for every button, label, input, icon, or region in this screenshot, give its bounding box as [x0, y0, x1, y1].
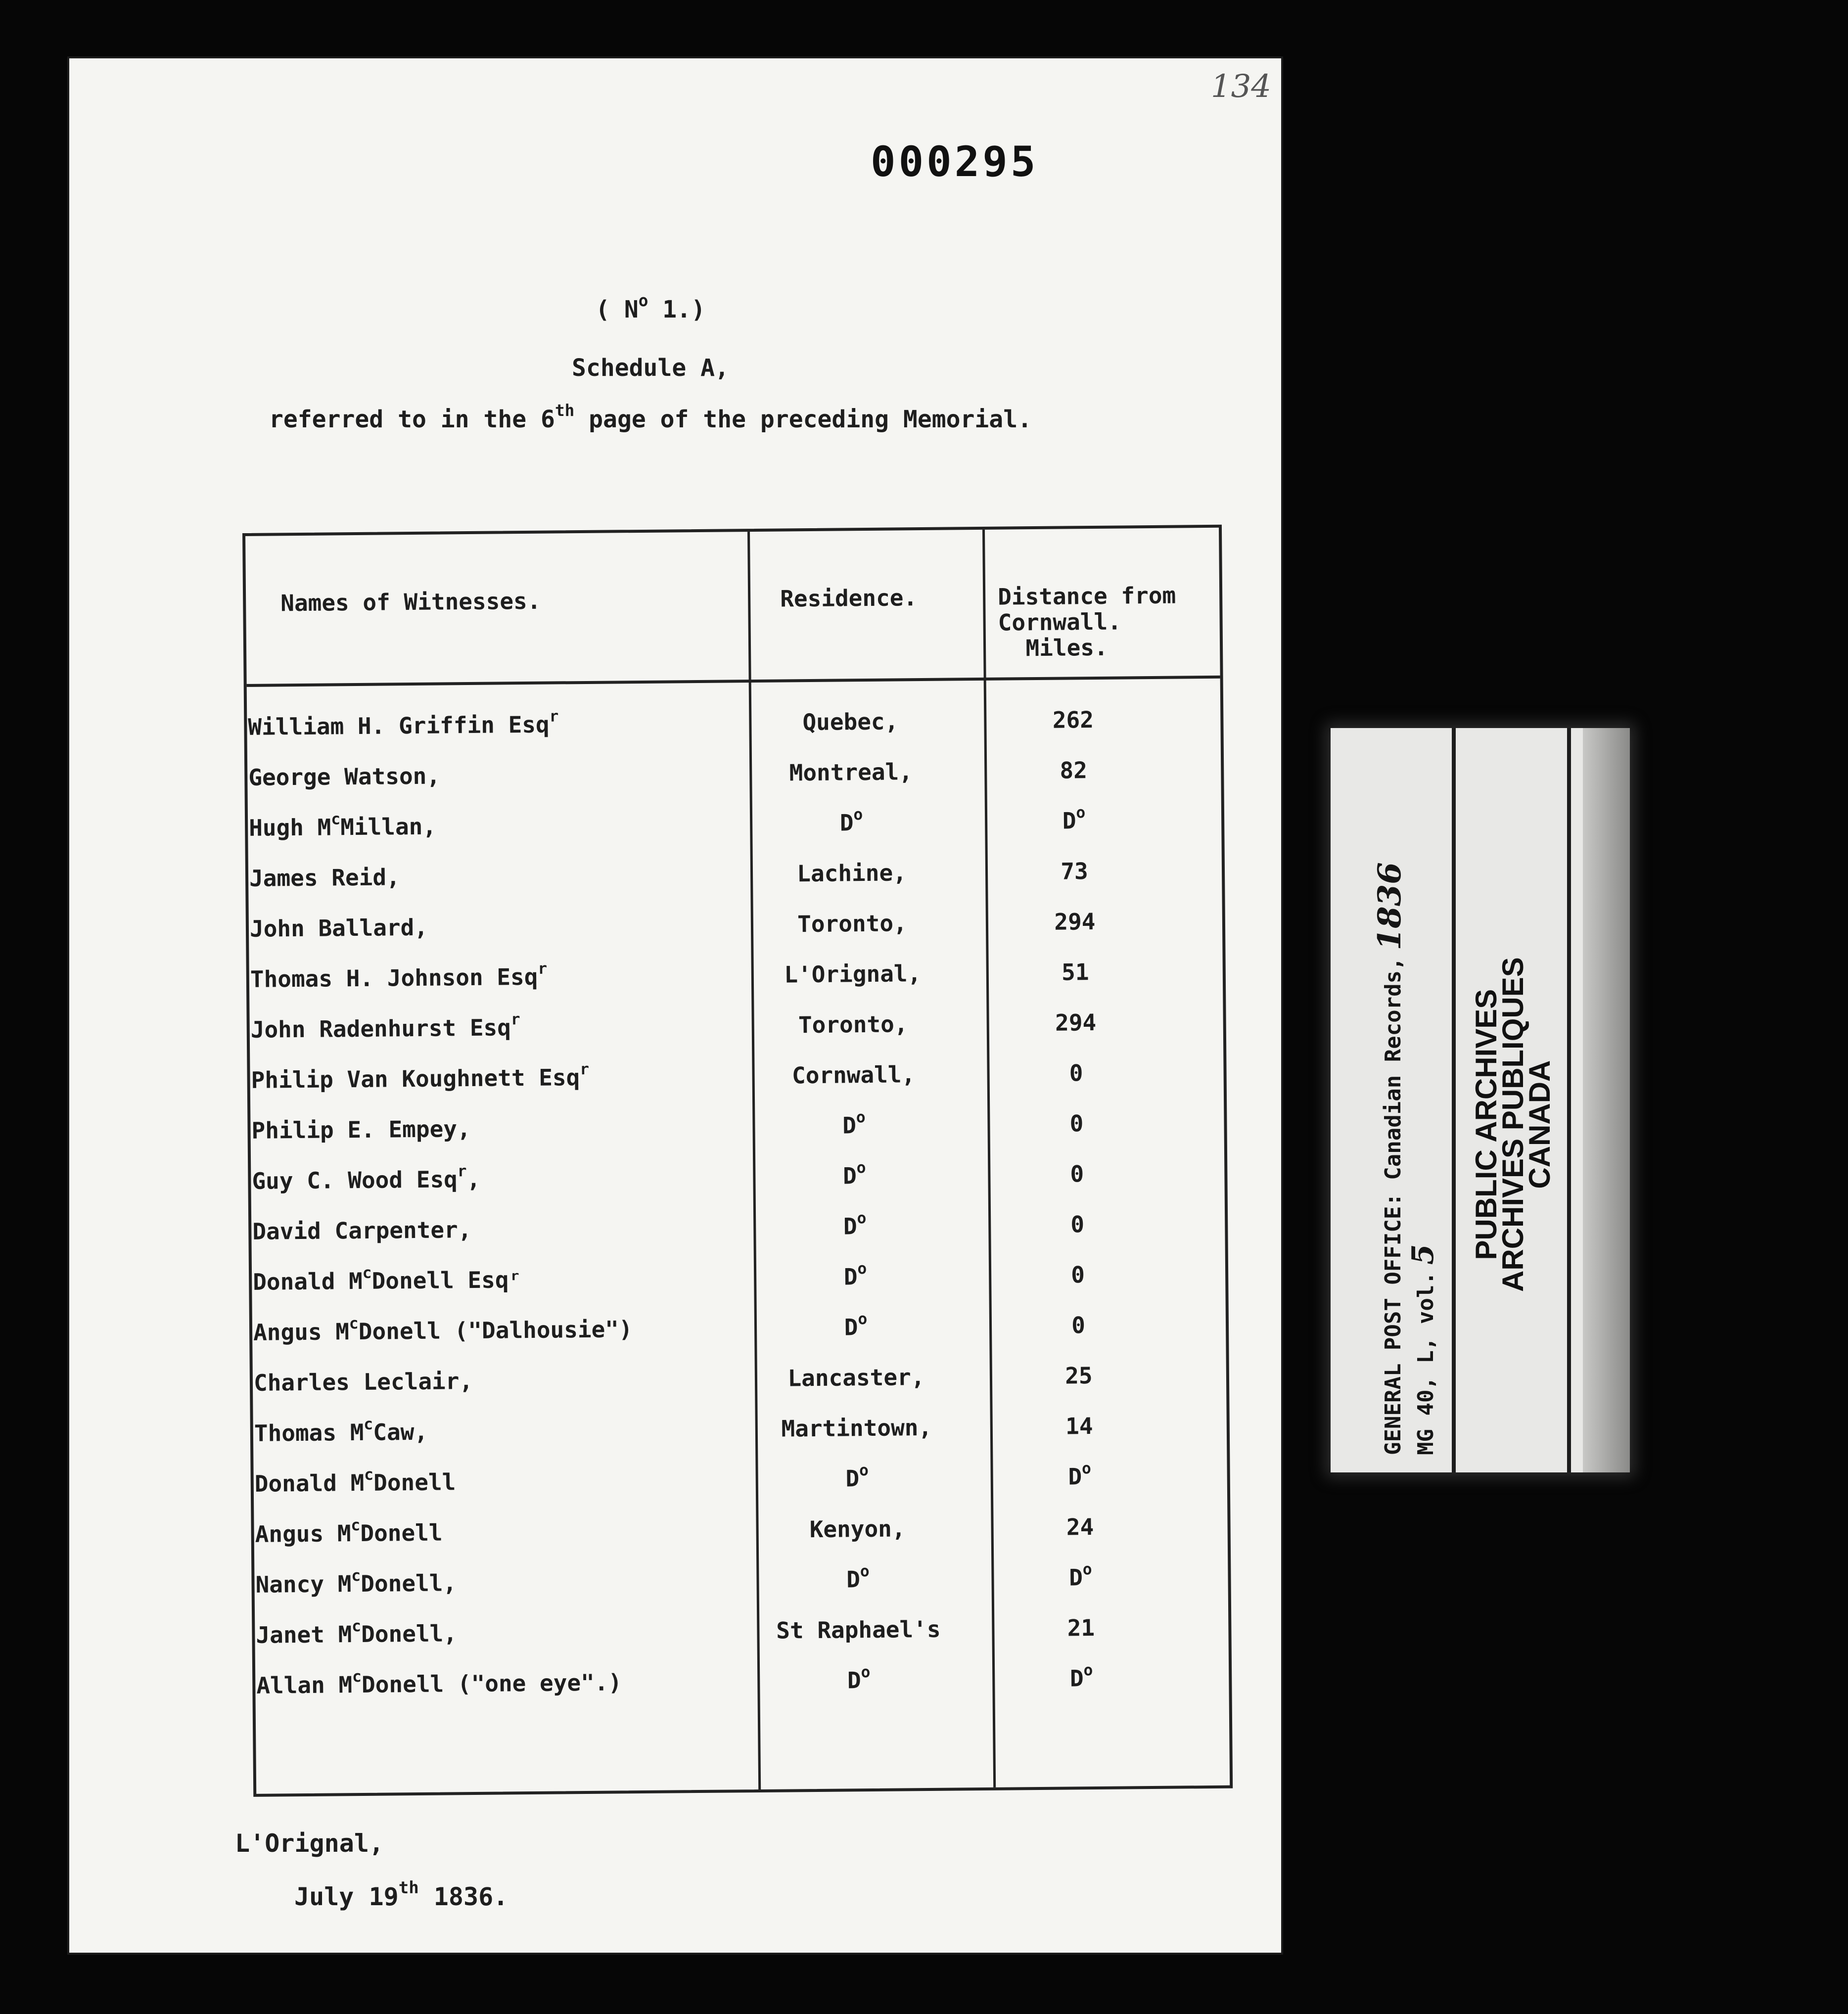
witness-residence-text: Toronto,	[797, 910, 907, 938]
witness-residence	[763, 898, 941, 950]
witness-distance-text: 82	[1060, 757, 1088, 784]
witness-distance-sup: o	[1076, 804, 1086, 822]
witness-distance-text: 73	[1061, 858, 1088, 885]
archive-reference	[1371, 862, 1441, 1455]
witness-distance-text: 262	[1052, 706, 1094, 733]
witness-distance	[1025, 1501, 1135, 1553]
table-row	[254, 1551, 1228, 1610]
witness-name-sup: c	[362, 1264, 372, 1282]
witness-distance	[1019, 744, 1128, 796]
header-distance: Distance from Cornwall. Miles.	[997, 582, 1176, 662]
schedule-number	[69, 291, 1232, 323]
table-row	[247, 693, 1221, 752]
witness-residence-text: D	[846, 1566, 861, 1593]
witness-name-text: Donald M	[254, 1469, 365, 1497]
schedule-reference	[69, 401, 1232, 433]
witness-residence	[763, 847, 941, 899]
table-row	[251, 1147, 1225, 1206]
schedule-number-sup: o	[638, 291, 648, 311]
witness-name	[252, 1154, 481, 1206]
witness-name-post: Donell,	[361, 1620, 458, 1648]
witness-residence-text: D	[847, 1667, 861, 1694]
witness-name-sup: c	[331, 810, 341, 828]
witness-name-sup: c	[352, 1617, 362, 1636]
witness-residence-sup: o	[856, 1108, 866, 1127]
table-row	[255, 1652, 1229, 1711]
witness-table	[242, 525, 1233, 1797]
witness-name	[254, 1407, 428, 1459]
archive-line-1	[1371, 862, 1408, 1455]
date-pre: July 19	[294, 1882, 399, 1911]
table-row	[249, 946, 1223, 1005]
witness-residence	[769, 1554, 947, 1605]
signature-date	[294, 1878, 508, 1911]
witness-distance	[1024, 1299, 1133, 1351]
witness-name	[249, 801, 437, 853]
witness-distance	[1025, 1451, 1134, 1502]
table-header-row	[245, 528, 1220, 687]
witness-name	[254, 1457, 456, 1509]
table-body	[247, 693, 1229, 1711]
witness-residence-text: Quebec,	[802, 708, 899, 736]
witness-distance	[1024, 1350, 1133, 1401]
witness-distance	[1021, 1047, 1131, 1099]
witness-residence	[767, 1352, 946, 1404]
witness-distance	[1023, 1249, 1133, 1300]
witness-residence-text: Montreal,	[789, 758, 913, 786]
header-residence: Residence.	[780, 584, 918, 612]
witness-name-sup: c	[352, 1668, 362, 1686]
label-band	[1452, 728, 1456, 1472]
witness-name-post: Donell ("Dalhousie")	[358, 1316, 633, 1345]
witness-name-post: Caw,	[373, 1418, 428, 1446]
archive-year: 1836	[1371, 862, 1408, 951]
witness-name-post: Donell	[360, 1519, 443, 1547]
archives-name	[1470, 957, 1556, 1292]
witness-name-text: David Carpenter,	[252, 1216, 472, 1245]
witness-distance	[1021, 997, 1130, 1048]
archives-name-fr: ARCHIVES PUBLIQUES	[1496, 957, 1529, 1292]
witness-distance-text: 0	[1069, 1110, 1084, 1137]
witness-distance	[1026, 1602, 1136, 1653]
schedule-title: Schedule A,	[572, 354, 729, 382]
stamped-document-number: 000295	[871, 137, 1039, 186]
witness-name	[252, 1204, 472, 1257]
witness-distance	[1019, 795, 1129, 846]
date-sup: th	[398, 1878, 419, 1898]
witness-distance	[1018, 694, 1128, 745]
table-row	[252, 1299, 1226, 1358]
witness-name	[250, 952, 547, 1005]
witness-name-post: Donell ("one eye".)	[361, 1669, 622, 1698]
witness-name-sup: r	[538, 960, 548, 978]
witness-residence	[765, 1099, 943, 1151]
table-row	[250, 1097, 1224, 1156]
archives-country: CANADA	[1523, 1060, 1556, 1189]
table-row	[250, 1047, 1224, 1105]
witness-residence-text: Cornwall,	[791, 1061, 916, 1089]
witness-distance-text: 21	[1067, 1614, 1095, 1642]
archives-name-en: PUBLIC ARCHIVES	[1470, 989, 1503, 1260]
witness-name	[249, 852, 401, 904]
witness-distance-text: 14	[1065, 1413, 1093, 1440]
witness-distance	[1026, 1552, 1135, 1603]
witness-name-text: Thomas H. Johnson Esq	[250, 963, 538, 993]
witness-residence-text: D	[844, 1314, 858, 1341]
schedule-number-value: 1.)	[648, 296, 705, 323]
witness-name	[256, 1608, 457, 1660]
witness-name-post: Donell Esqʳ	[371, 1266, 523, 1294]
witness-distance-text: 0	[1069, 1059, 1083, 1087]
witness-name-sup: c	[351, 1567, 361, 1585]
witness-residence-text: L'Orignal,	[784, 960, 922, 988]
witness-distance-text: 294	[1054, 908, 1096, 935]
witness-distance-text: 0	[1070, 1160, 1084, 1188]
witness-name	[251, 1103, 471, 1156]
witness-name-text: Philip E. Empey,	[251, 1115, 471, 1144]
table-row	[253, 1349, 1227, 1408]
witness-residence	[768, 1453, 946, 1505]
witness-residence-sup: o	[858, 1310, 868, 1328]
witness-name	[253, 1304, 633, 1358]
witness-name-sup: c	[349, 1315, 359, 1333]
witness-name	[255, 1508, 443, 1559]
witness-distance-text: D	[1068, 1564, 1083, 1591]
witness-name-text: Angus M	[255, 1520, 351, 1548]
witness-residence-sup: o	[853, 806, 863, 824]
handwritten-page-number: 134	[1210, 68, 1271, 105]
witness-residence-text: Martintown,	[781, 1414, 932, 1442]
witness-distance	[1020, 946, 1130, 998]
table-row	[248, 794, 1222, 853]
witness-distance-text: 25	[1064, 1362, 1093, 1389]
header-names: Names of Witnesses.	[280, 587, 541, 617]
witness-name-post: ,	[466, 1165, 481, 1193]
reference-pre: referred to in the 6	[269, 406, 555, 433]
witness-name-text: Angus M	[253, 1318, 350, 1346]
witness-distance-text: 294	[1055, 1008, 1097, 1036]
witness-name	[256, 1657, 622, 1710]
table-row	[249, 996, 1223, 1055]
witness-name-text: Philip Van Koughnett Esq	[251, 1064, 580, 1094]
witness-name-sup: c	[364, 1465, 374, 1484]
table-row	[251, 1198, 1225, 1257]
witness-residence-text: Kenyon,	[809, 1515, 906, 1543]
witness-residence-text: D	[842, 1112, 857, 1139]
witness-name	[251, 1052, 589, 1105]
witness-name-text: Donald M	[252, 1267, 363, 1295]
witness-residence-sup: o	[857, 1260, 867, 1278]
witness-name-text: John Ballard,	[249, 914, 428, 942]
witness-name-text: John Radenhurst Esq	[250, 1014, 511, 1043]
witness-distance	[1022, 1098, 1131, 1149]
schedule-number-label: ( N	[596, 296, 639, 323]
witness-residence-sup: o	[860, 1562, 870, 1581]
witness-residence-text: Lancaster,	[787, 1364, 925, 1392]
witness-residence-sup: o	[859, 1462, 869, 1480]
archive-record-title: GENERAL POST OFFICE: Canadian Records,	[1381, 957, 1406, 1455]
witness-residence	[763, 948, 942, 1000]
witness-distance-text: 24	[1066, 1513, 1094, 1541]
witness-name-sup: r	[457, 1162, 467, 1181]
witness-distance-text: 51	[1061, 959, 1089, 986]
witness-name	[253, 1254, 523, 1307]
witness-residence	[766, 1200, 944, 1252]
witness-residence-text: D	[845, 1465, 860, 1492]
witness-residence-text: D	[843, 1213, 857, 1240]
witness-distance-text: D	[1069, 1665, 1084, 1692]
date-post: 1836.	[418, 1882, 508, 1911]
witness-residence-sup: o	[856, 1159, 866, 1177]
witness-residence	[767, 1301, 945, 1353]
witness-name	[255, 1557, 457, 1610]
witness-name-text: George Watson,	[248, 762, 441, 791]
witness-residence	[770, 1654, 948, 1706]
witness-distance	[1023, 1198, 1132, 1250]
witness-residence	[762, 746, 940, 798]
witness-name	[254, 1356, 473, 1408]
witness-residence	[768, 1503, 947, 1555]
witness-distance-text: D	[1062, 807, 1076, 834]
witness-residence	[767, 1402, 946, 1454]
table-row	[249, 895, 1223, 954]
witness-distance-text: D	[1068, 1463, 1082, 1490]
table-row	[255, 1602, 1229, 1660]
signature-place: L'Orignal,	[235, 1829, 384, 1858]
reference-sup: th	[554, 401, 575, 420]
witness-name-text: James Reid,	[249, 864, 400, 892]
witness-distance	[1024, 1400, 1134, 1452]
witness-name-post: Donell,	[361, 1569, 457, 1597]
witness-residence-text: D	[842, 1162, 857, 1190]
witness-residence-text: St Raphael's	[776, 1615, 941, 1644]
witness-distance-text: 0	[1071, 1261, 1085, 1288]
witness-distance-sup: o	[1081, 1460, 1091, 1478]
witness-distance	[1020, 896, 1129, 947]
archive-line-2	[1408, 862, 1441, 1455]
witness-distance-text: 0	[1071, 1312, 1086, 1339]
witness-residence	[769, 1604, 948, 1656]
table-row	[248, 845, 1222, 904]
witness-distance-text: 0	[1070, 1211, 1085, 1238]
archive-volume-number: 5	[1406, 1244, 1440, 1265]
witness-name	[248, 699, 559, 752]
table-row	[254, 1501, 1228, 1559]
table-row	[247, 744, 1221, 803]
witness-residence	[766, 1251, 945, 1303]
label-band	[1567, 728, 1571, 1472]
witness-name-sup: c	[364, 1415, 373, 1434]
witness-name-sup: r	[549, 707, 559, 726]
witness-name-sup: r	[510, 1010, 520, 1029]
archive-label	[1331, 728, 1630, 1472]
witness-residence-text: D	[839, 809, 854, 836]
witness-name-post: Millan,	[340, 813, 437, 841]
witness-residence-sup: o	[857, 1209, 867, 1228]
witness-residence-text: Toronto,	[798, 1010, 908, 1039]
witness-name-text: Janet M	[256, 1621, 352, 1648]
witness-name-text: Guy C. Wood Esq	[252, 1166, 458, 1194]
witness-name-text: Nancy M	[255, 1570, 352, 1598]
witness-residence-sup: o	[861, 1663, 871, 1682]
witness-name-sup: r	[580, 1060, 590, 1079]
witness-name-sup: c	[351, 1516, 361, 1535]
document-page	[69, 58, 1281, 1953]
witness-residence-text: Lachine,	[797, 859, 907, 887]
witness-residence	[761, 696, 940, 748]
witness-distance	[1022, 1148, 1132, 1199]
witness-name-text: William H. Griffin Esq	[248, 711, 550, 740]
witness-residence	[764, 1049, 943, 1101]
witness-residence	[762, 797, 941, 849]
witness-name-post: Donell	[373, 1468, 456, 1496]
witness-name	[250, 1002, 520, 1055]
witness-distance	[1027, 1652, 1136, 1704]
label-shade	[1583, 728, 1630, 1472]
witness-name-text: Hugh M	[248, 814, 331, 841]
witness-residence	[765, 1150, 944, 1202]
archive-volume-label: MG 40, L, vol.	[1413, 1272, 1438, 1455]
table-row	[252, 1248, 1226, 1307]
witness-residence	[764, 999, 942, 1051]
witness-residence-text: D	[843, 1263, 858, 1290]
witness-name-text: Charles Leclair,	[253, 1367, 473, 1396]
witness-name	[248, 751, 441, 803]
witness-name	[250, 902, 428, 954]
reference-post: page of the preceding Memorial.	[574, 406, 1032, 433]
witness-distance-sup: o	[1082, 1560, 1092, 1579]
witness-name-text: Allan M	[256, 1671, 353, 1699]
table-row	[253, 1450, 1227, 1509]
table-row	[253, 1400, 1227, 1459]
witness-name-text: Thomas M	[254, 1419, 364, 1447]
witness-distance-sup: o	[1083, 1661, 1093, 1680]
witness-distance	[1020, 845, 1129, 897]
